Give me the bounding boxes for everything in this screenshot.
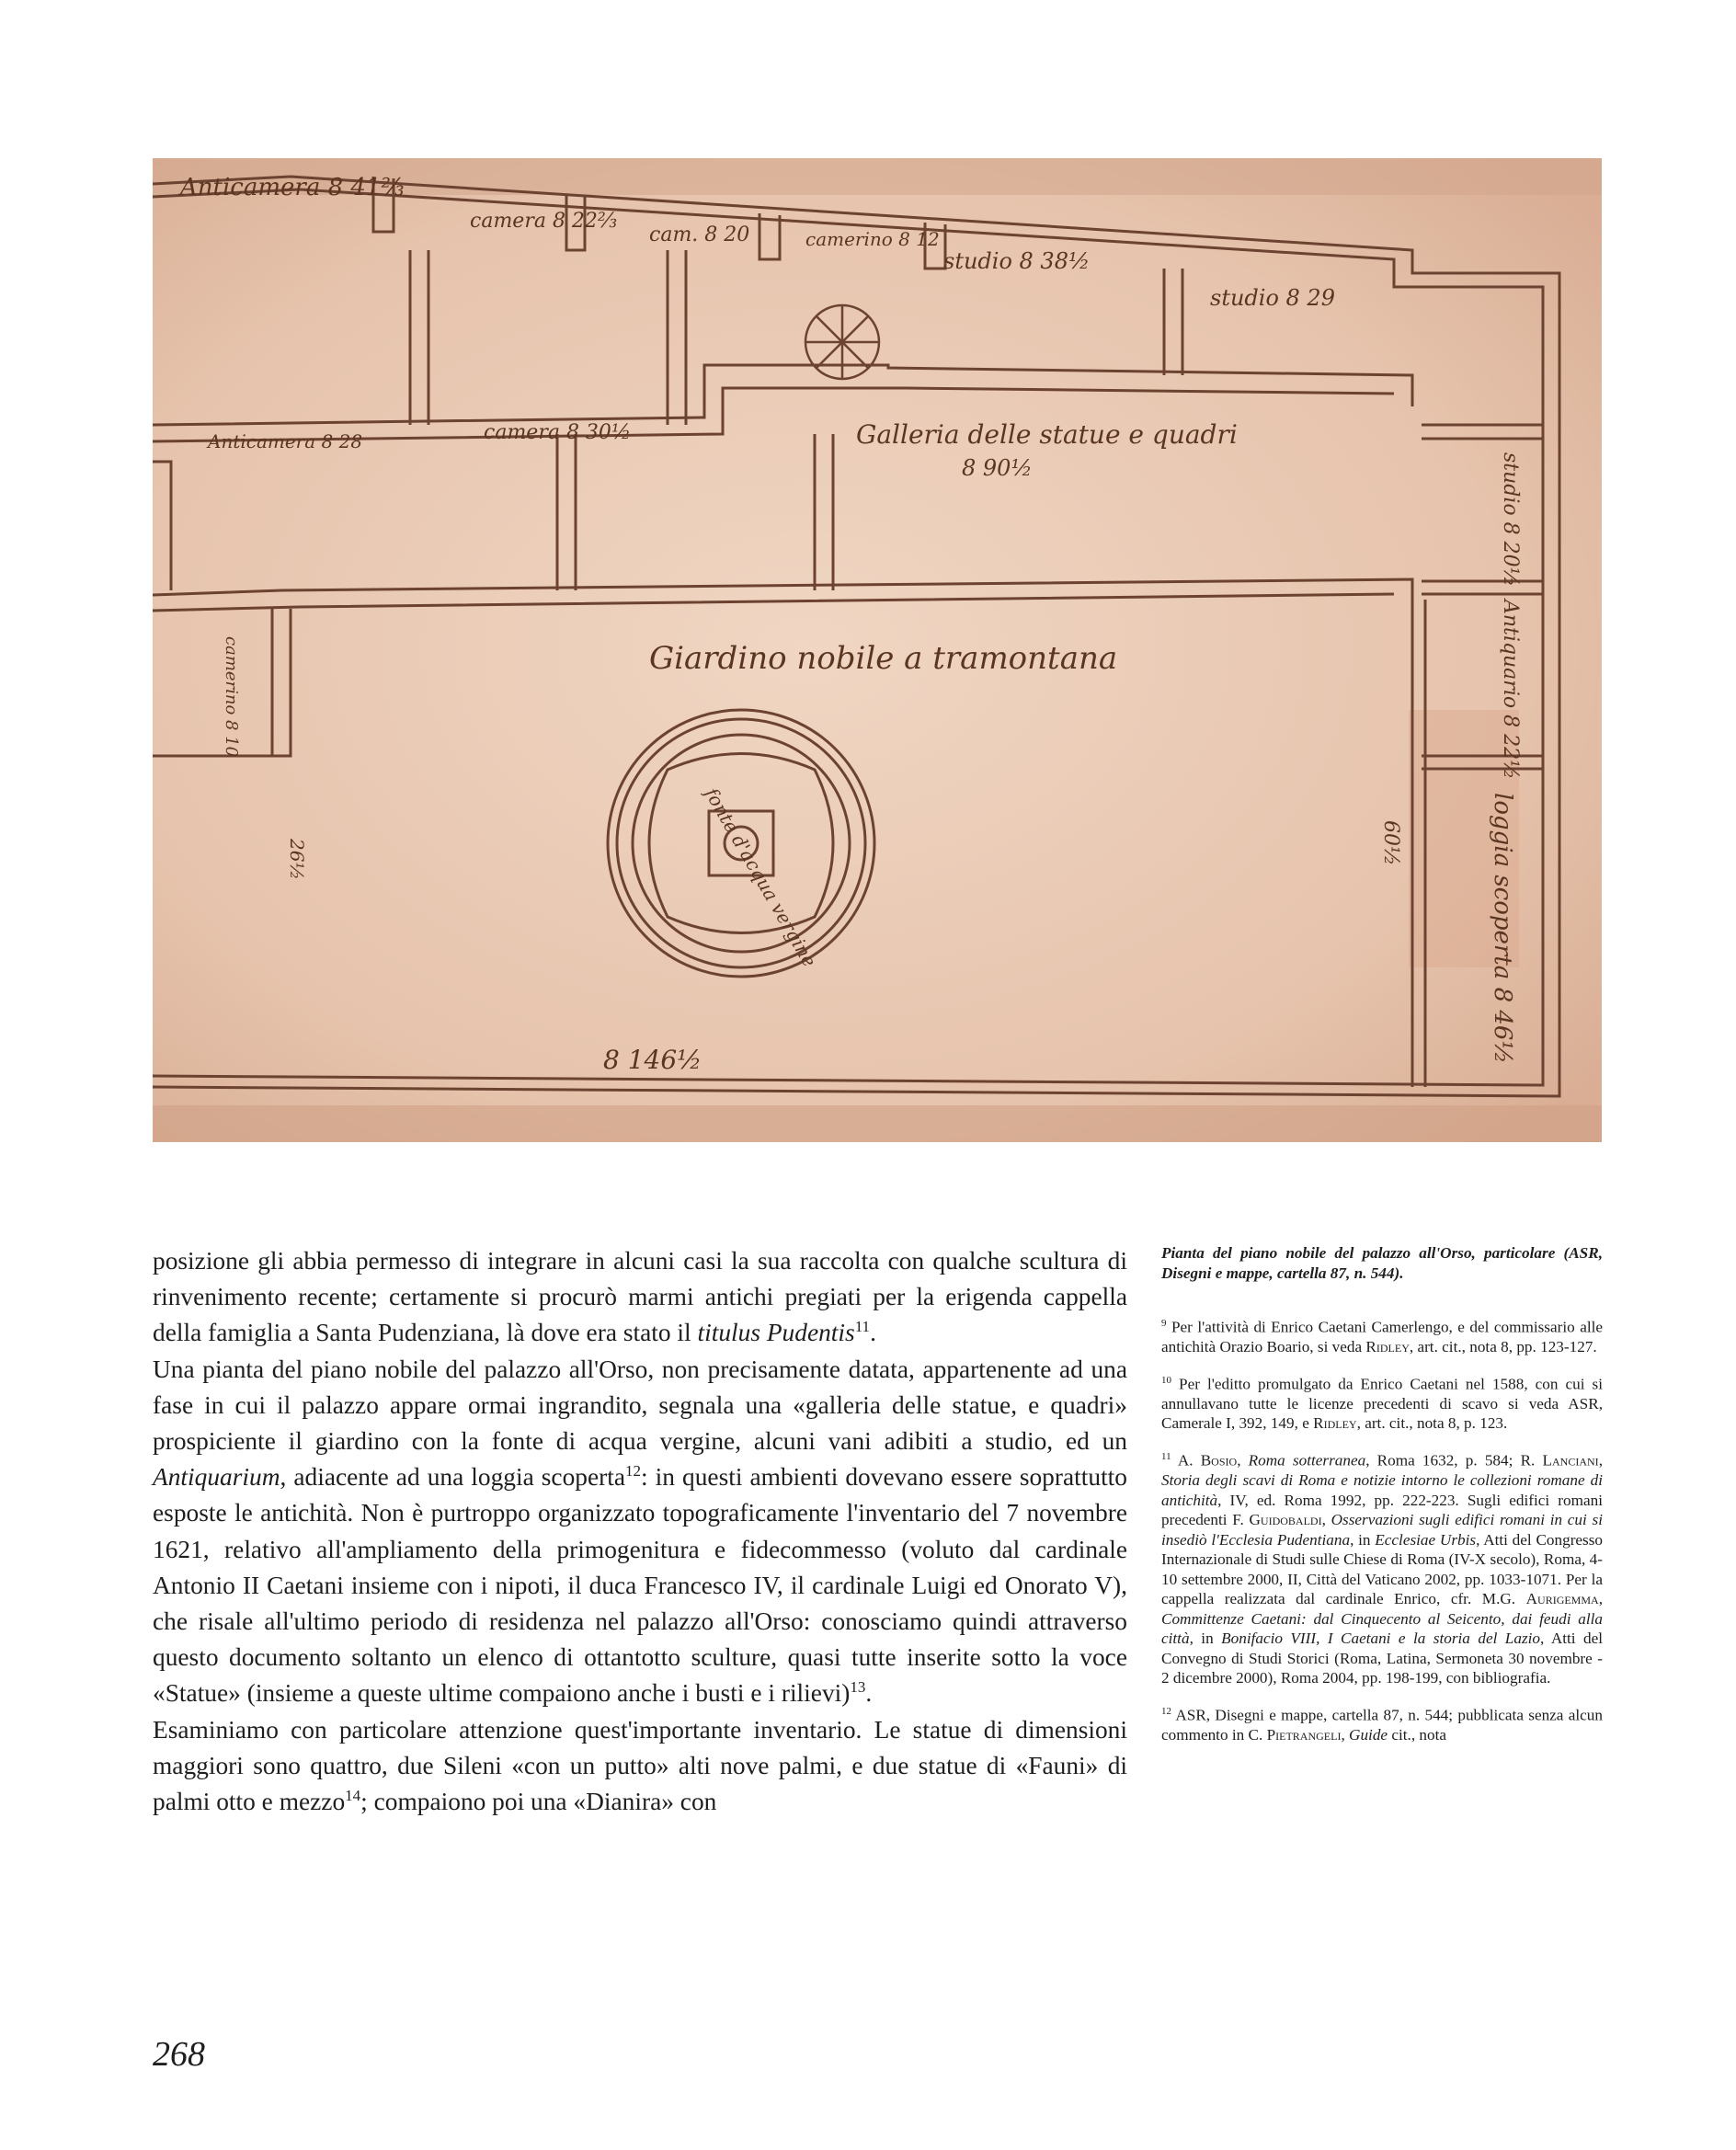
plan-label-galleria-dim: 8 90½ bbox=[962, 455, 1033, 481]
note-ref: 14 bbox=[345, 1786, 361, 1804]
note-ref: 13 bbox=[850, 1678, 866, 1697]
body-text bbox=[153, 1243, 1127, 1820]
body-paragraph: posizione gli abbia permesso di integrare in alcuni casi la sua raccolta con qualche scultura di rinvenimento recente; certamente si procurò marmi antichi pregiati per la erigenda cappella della famiglia a Santa Pudenziana, là dove era stato il titulus Pudentis$^{11}$. bbox=[153, 1247, 1127, 1347]
footnote: $^9$ Per l'attività di Enrico Caetani Camerlengo, e del commissario alle antichità Orazio Boario, si veda Ridley, art. cit., nota 8, pp. 123-127. bbox=[1161, 1318, 1603, 1356]
plan-label-camerino: camerino 8 12 bbox=[805, 228, 940, 250]
side-column bbox=[1161, 1243, 1603, 1758]
footnote: $^{10}$ Per l'editto promulgato da Enrico Caetani nel 1588, con cui si annullavano tutte le licenze precedenti di scavo si veda ASR, Camerale I, 392, 149, e Ridley, art. cit., nota 8, p. 123. bbox=[1161, 1374, 1603, 1433]
note-ref: 12 bbox=[625, 1462, 642, 1481]
plan-label-camera-mid: camera 8 30½ bbox=[484, 421, 632, 444]
plan-label-studio-right: studio 8 20½ bbox=[1499, 452, 1522, 587]
plan-label-camera-top2: cam. 8 20 bbox=[649, 223, 750, 246]
plan-label-studio-1: studio 8 38½ bbox=[943, 248, 1091, 274]
floor-plan-image bbox=[153, 158, 1602, 1142]
plan-label-giardino: Giardino nobile a tramontana bbox=[649, 640, 1118, 677]
page-number: 268 bbox=[153, 2035, 205, 2074]
plan-label-anticamera-top: Anticamera 8 41⅔ bbox=[180, 174, 405, 201]
plan-label-dim-right: 60½ bbox=[1379, 820, 1402, 866]
plan-label-bottom-dim: 8 146½ bbox=[603, 1045, 702, 1075]
plan-label-loggia: loggia scoperta 8 46½ bbox=[1489, 793, 1516, 1064]
floor-plan-drawing bbox=[153, 158, 1602, 1142]
plan-label-fonte: fonte d'acqua vergine bbox=[700, 783, 821, 971]
plan-label-galleria: Galleria delle statue e quadri bbox=[856, 419, 1238, 450]
plan-label-studio-2: studio 8 29 bbox=[1210, 285, 1335, 311]
figure-caption: Pianta del piano nobile del palazzo all'Orso, particolare (ASR, Disegni e mappe, cartella 87, n. 544). bbox=[1161, 1244, 1603, 1282]
plan-label-camera-top: camera 8 22⅔ bbox=[470, 210, 618, 233]
footnote: $^{11}$ A. Bosio, Roma sotterranea, Roma 1632, p. 584; R. Lanciani, Storia degli scavi di Roma e notizie intorno le collezioni romane di antichità, IV, ed. Roma 1992, pp. 222-223. Sugli edifici romani precedenti F. Guidobaldi, Osservazioni sugli edifici romani in cui si insediò l'Ecclesia Pudentiana, in Ecclesiae Urbis, Atti del Congresso Internazionale di Studi sulle Chiese di Roma (IV-X secolo), Roma, 4-10 settembre 2000, II, Città del Vaticano 2002, pp. 1033-1071. Per la cappella realizzata dal cardinale Enrico, cfr. M.G. Aurigemma, Committenze Caetani: dal Cinquecento al Seicento, dai feudi alla città, in Bonifacio VIII, I Caetani e la storia del Lazio, Atti del Convegno di Studi Storici (Roma, Latina, Sermoneta 30 novembre - 2 dicembre 2000), Roma 2004, pp. 198-199, con bibliografia. bbox=[1161, 1450, 1604, 1687]
plan-label-antiquario: Antiquario 8 22½ bbox=[1499, 600, 1522, 780]
footnote: $^{12}$ ASR, Disegni e mappe, cartella 87, n. 544; pubblicata senza alcun commento in C. Pietrangeli, Guide cit., nota bbox=[1161, 1705, 1603, 1744]
body-paragraph: Esaminiamo con particolare attenzione quest'importante inventario. Le statue di dimensioni maggiori sono quattro, due Sileni «con un putto» alti nove palmi, e due statue di «Fauni» di palmi otto e mezzo$^{14}$; compaiono poi una «Dianira» con bbox=[153, 1715, 1127, 1816]
plan-label-dim-left: 26½ bbox=[286, 839, 308, 880]
body-paragraph: Una pianta del piano nobile del palazzo all'Orso, non precisamente datata, appartenente ad una fase in cui il palazzo appare ormai ingrandito, segnala una «galleria delle statue, e quadri» prospiciente il giardino con la fonte di acqua vergine, alcuni vani adibiti a studio, ed un Antiquarium, adiacente ad una loggia scoperta$^{12}$: in questi ambienti dovevano essere soprattutto esposte le antichità. Non è purtroppo organizzato topograficamente l'inventario del 7 novembre 1621, relativo all'ampliamento della primogenitura e fidecommesso (voluto dal cardinale Antonio II Caetani insieme con i nipoti, il duca Francesco IV, il cardinale Luigi ed Onorato V), che risale all'ultimo periodo di residenza nel palazzo all'Orso: conosciamo quindi attraverso questo documento soltanto un elenco di ottantotto sculture, quasi tutte inserite sotto la voce «Statue» (insieme a queste ultime compaiono anche i busti e i rilievi)$^{13}$. bbox=[153, 1355, 1127, 1708]
plan-label-camerino-left: camerino 8 10 bbox=[222, 636, 241, 758]
note-ref: 11 bbox=[854, 1318, 871, 1336]
plan-label-anticamera-mid: Anticamera 8 28 bbox=[208, 430, 363, 452]
